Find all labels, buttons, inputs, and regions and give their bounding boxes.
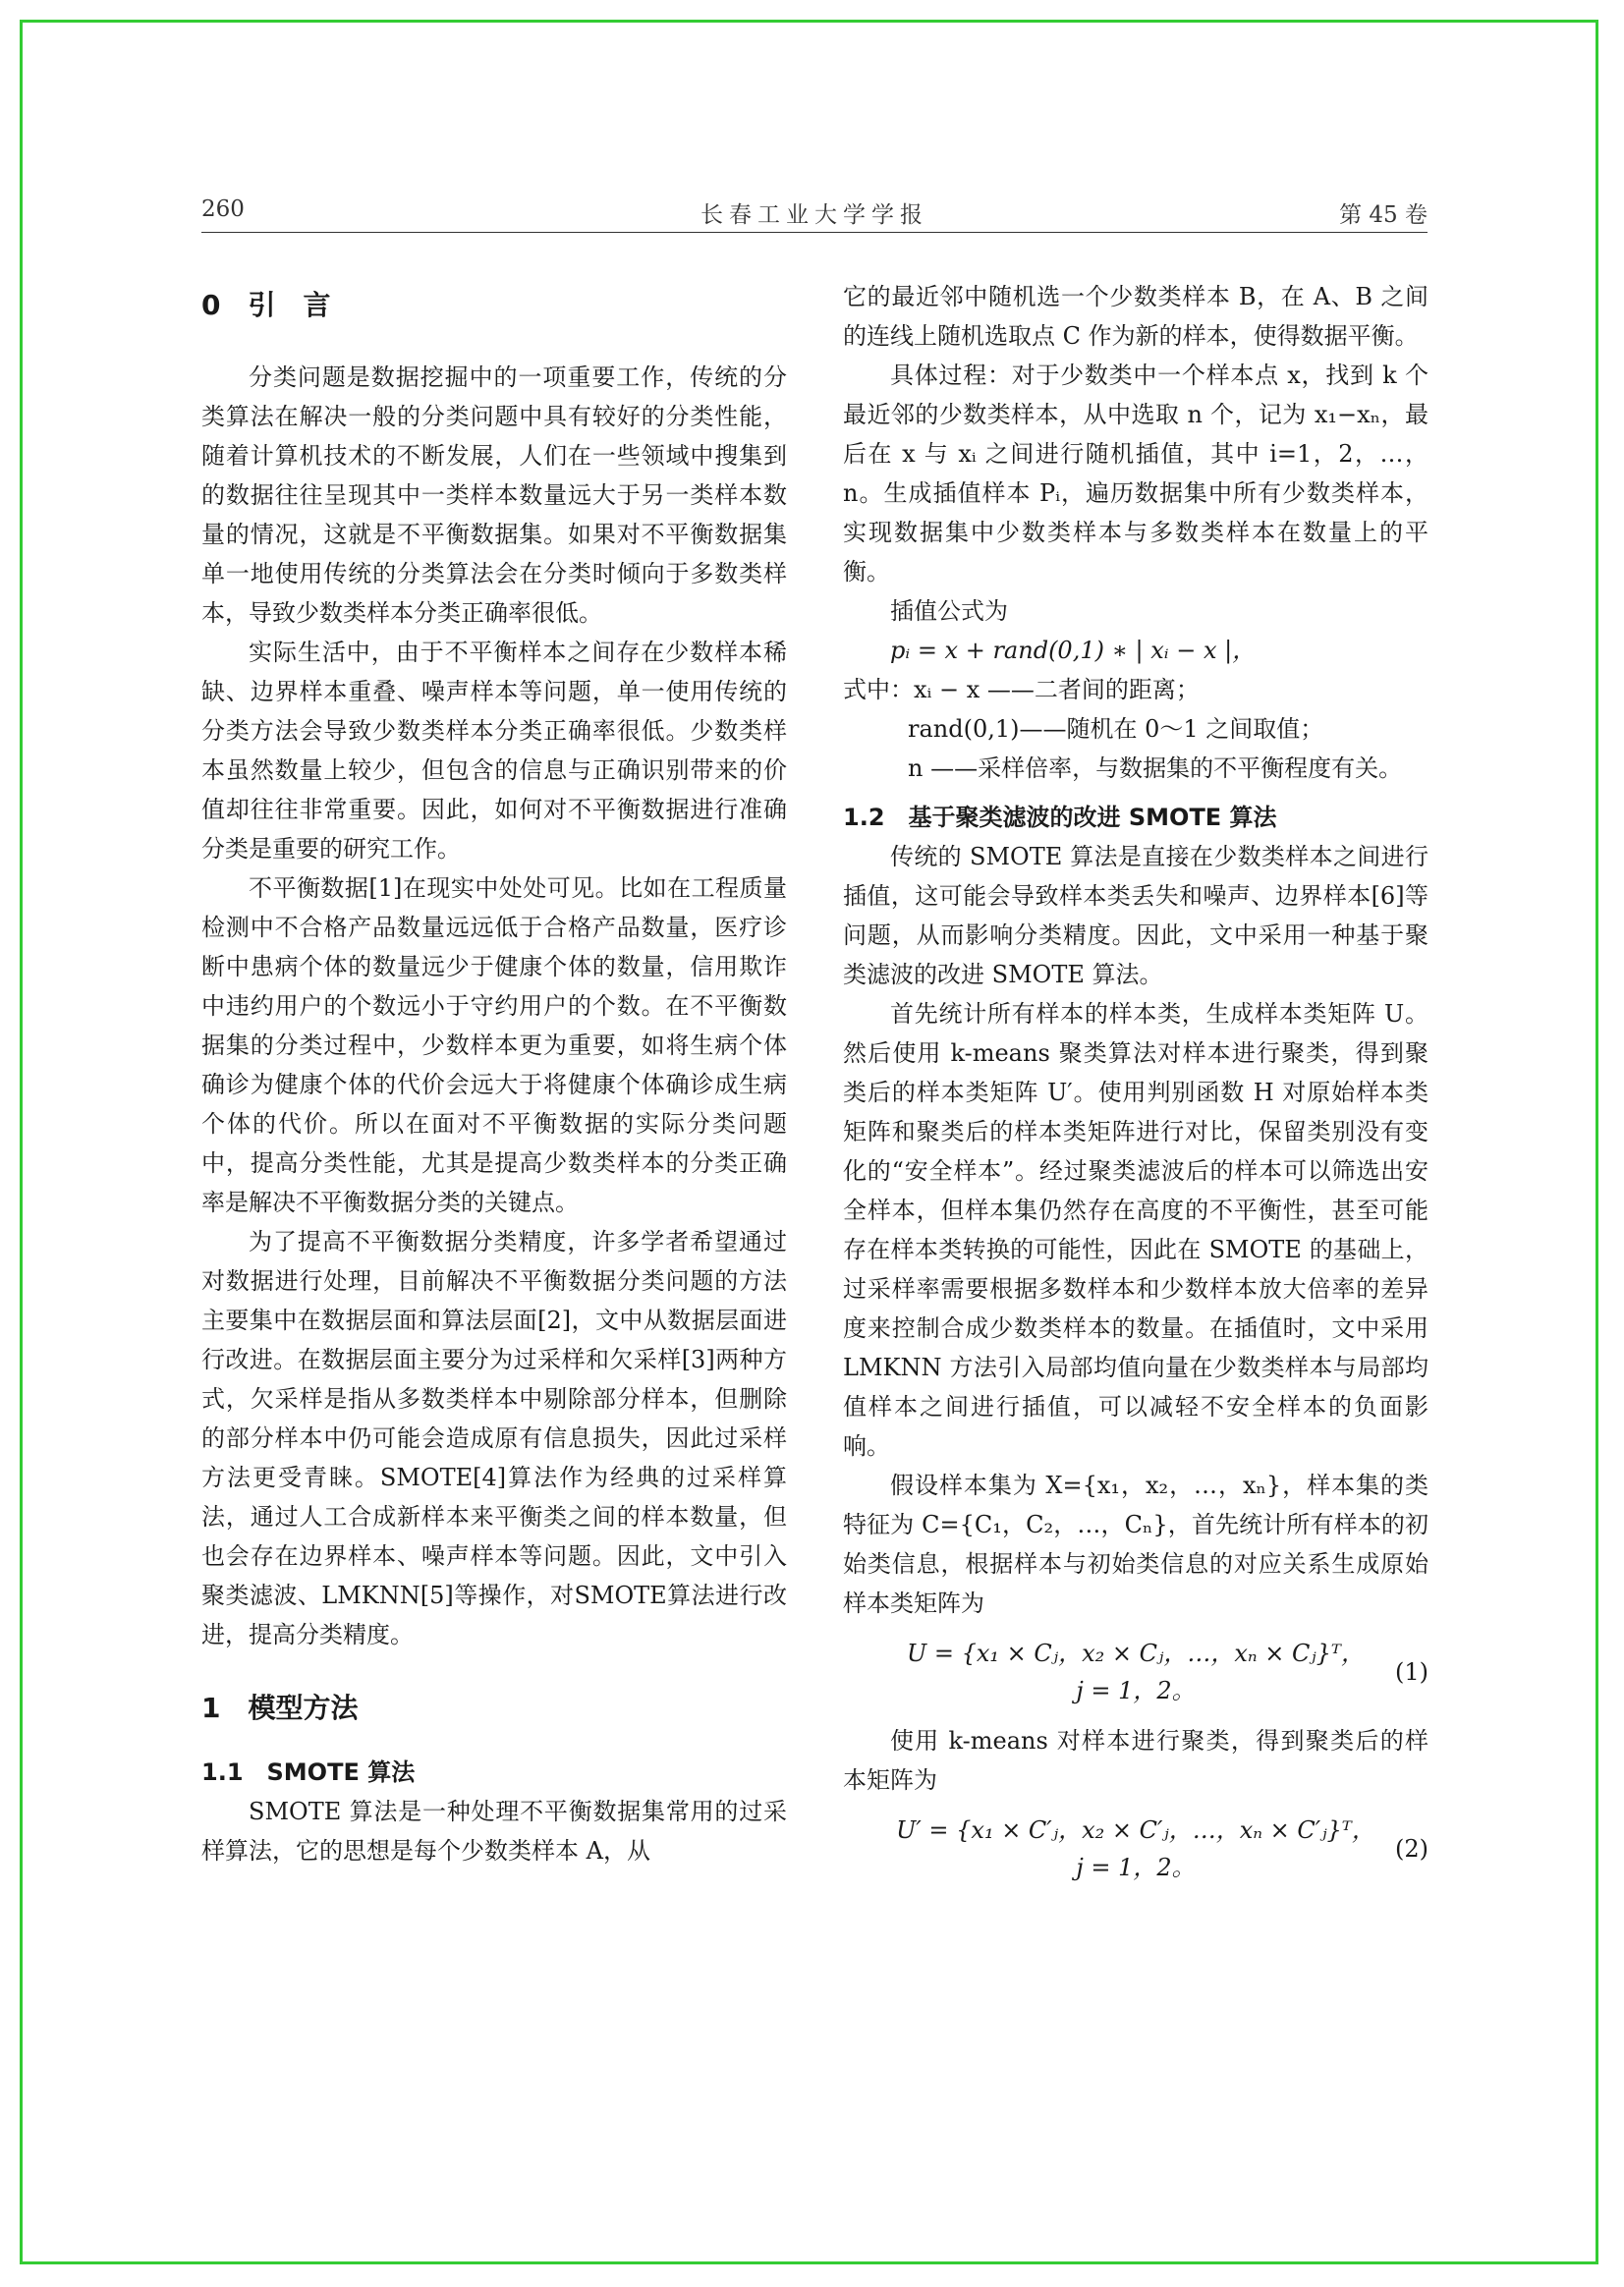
equation-1 (843, 1635, 1428, 1709)
subsection-heading-improved-smote: 1.2 基于聚类滤波的改进 SMOTE 算法 (843, 804, 1277, 831)
paragraph: 为了提高不平衡数据分类精度，许多学者希望通过对数据进行处理，目前解决不平衡数据分类问题的方法主要集中在数据层面和算法层面[2]，文中从数据层面进行改进。在数据层面主要分为过采样和欠采样[3]两种方式，欠采样是指从多数类样本中剔除部分样本，但删除的部分样本中仍可能会造成原有信息损失，因此过采样方法更受青睐。SMOTE[4]算法作为经典的过采样算法，通过人工合成新样本来平衡类之间的样本数量，但也会存在边界样本、噪声样本等问题。因此，文中引入聚类滤波、LMKNN[5]等操作，对SMOTE算法进行改进，提高分类精度。 (201, 1228, 787, 1648)
paragraph: 使用 k-means 对样本进行聚类，得到聚类后的样本矩阵为 (843, 1727, 1428, 1794)
equation-line: U = {x₁ × Cⱼ，x₂ × Cⱼ，…，xₙ × Cⱼ}ᵀ， (907, 1640, 1365, 1667)
definition-item: 式中：xᵢ − x ——二者间的距离； (843, 676, 1200, 703)
section-heading-intro: 0 引 言 (201, 289, 331, 321)
paragraph: 插值公式为 (890, 597, 1008, 625)
equation-2 (843, 1812, 1428, 1886)
paragraph: 具体过程：对于少数类中一个样本点 x，找到 k 个最近邻的少数类样本，从中选取 n 个，记为 x₁−xₙ，最后在 x 与 xᵢ 之间进行随机插值，其中 i=1，2，…，n。生成插值样本 Pᵢ，遍历数据集中所有少数类样本，实现数据集中少数类样本与多数类样本在数量上的平衡。 (843, 362, 1428, 586)
equation-number: (1) (1395, 1658, 1428, 1686)
interpolation-formula: pᵢ = x + rand(0,1) ∗ | xᵢ − x |， (890, 637, 1257, 664)
right-column (843, 277, 1428, 1898)
subsection-heading-smote: 1.1 SMOTE 算法 (201, 1758, 416, 1786)
journal-title: 长春工业大学学报 (700, 202, 928, 228)
paragraph: 假设样本集为 X={x₁，x₂，…，xₙ}，样本集的类特征为 C={C₁，C₂，…，Cₙ}，首先统计所有样本的初始类信息，根据样本与初始类信息的对应关系生成原始样本类矩阵为 (843, 1472, 1428, 1617)
section-heading-methods: 1 模型方法 (201, 1692, 359, 1724)
equation-line: U′ = {x₁ × C′ⱼ，x₂ × C′ⱼ，…，xₙ × C′ⱼ}ᵀ， (896, 1816, 1375, 1844)
page-header (201, 196, 1428, 236)
page-number: 260 (201, 196, 245, 222)
formula-definitions (843, 670, 1428, 788)
definition-item: n ——采样倍率，与数据集的不平衡程度有关。 (908, 754, 1403, 782)
paragraph: 分类问题是数据挖掘中的一项重要工作，传统的分类算法在解决一般的分类问题中具有较好的分类性能，随着计算机技术的不断发展，人们在一些领域中搜集到的数据往往呈现其中一类样本数量远大于另一类样本数量的情况，这就是不平衡数据集。如果对不平衡数据集单一地使用传统的分类算法会在分类时倾向于多数类样本，导致少数类样本分类正确率很低。 (201, 363, 787, 627)
equation-line: j = 1，2。 (1076, 1677, 1196, 1704)
paragraph: 传统的 SMOTE 算法是直接在少数类样本之间进行插值，这可能会导致样本类丢失和噪声、边界样本[6]等问题，从而影响分类精度。因此，文中采用一种基于聚类滤波的改进 SMOTE 算法。 (843, 843, 1428, 988)
equation-number: (2) (1395, 1835, 1428, 1863)
header-rule (201, 232, 1428, 233)
definition-item: rand(0,1)——随机在 0～1 之间取值； (908, 715, 1324, 743)
paragraph: 首先统计所有样本的样本类，生成样本类矩阵 U。然后使用 k-means 聚类算法对样本进行聚类，得到聚类后的样本类矩阵 U′。使用判别函数 H 对原始样本类矩阵和聚类后的样本类矩阵进行对比，保留类别没有变化的“安全样本”。经过聚类滤波后的样本可以筛选出安全样本，但样本集仍然存在高度的不平衡性，甚至可能存在样本类转换的可能性，因此在 SMOTE 的基础上，过采样率需要根据多数样本和少数样本放大倍率的差异度来控制合成少数类样本的数量。在插值时，文中采用 LMKNN 方法引入局部均值向量在少数类样本与局部均值样本之间进行插值，可以减轻不安全样本的负面影响。 (843, 1000, 1428, 1460)
left-column (201, 277, 787, 1870)
paragraph: 不平衡数据[1]在现实中处处可见。比如在工程质量检测中不合格产品数量远远低于合格产品数量，医疗诊断中患病个体的数量远少于健康个体的数量，信用欺诈中违约用户的个数远小于守约用户的个数。在不平衡数据集的分类过程中，少数样本更为重要，如将生病个体确诊为健康个体的代价会远大于将健康个体确诊成生病个体的代价。所以在面对不平衡数据的实际分类问题中，提高分类性能，尤其是提高少数类样本的分类正确率是解决不平衡数据分类的关键点。 (201, 874, 787, 1216)
volume-label: 第 45 卷 (1339, 202, 1428, 228)
paragraph: SMOTE 算法是一种处理不平衡数据集常用的过采样算法，它的思想是每个少数类样本 A，从 (201, 1798, 787, 1865)
equation-line: j = 1，2。 (1076, 1854, 1196, 1881)
paragraph: 实际生活中，由于不平衡样本之间存在少数样本稀缺、边界样本重叠、噪声样本等问题，单一使用传统的分类方法会导致少数类样本分类正确率很低。少数类样本虽然数量上较少，但包含的信息与正确识别带来的价值却往往非常重要。因此，如何对不平衡数据进行准确分类是重要的研究工作。 (201, 639, 787, 863)
paragraph: 它的最近邻中随机选一个少数类样本 B，在 A、B 之间的连线上随机选取点 C 作为新的样本，使得数据平衡。 (843, 283, 1428, 350)
